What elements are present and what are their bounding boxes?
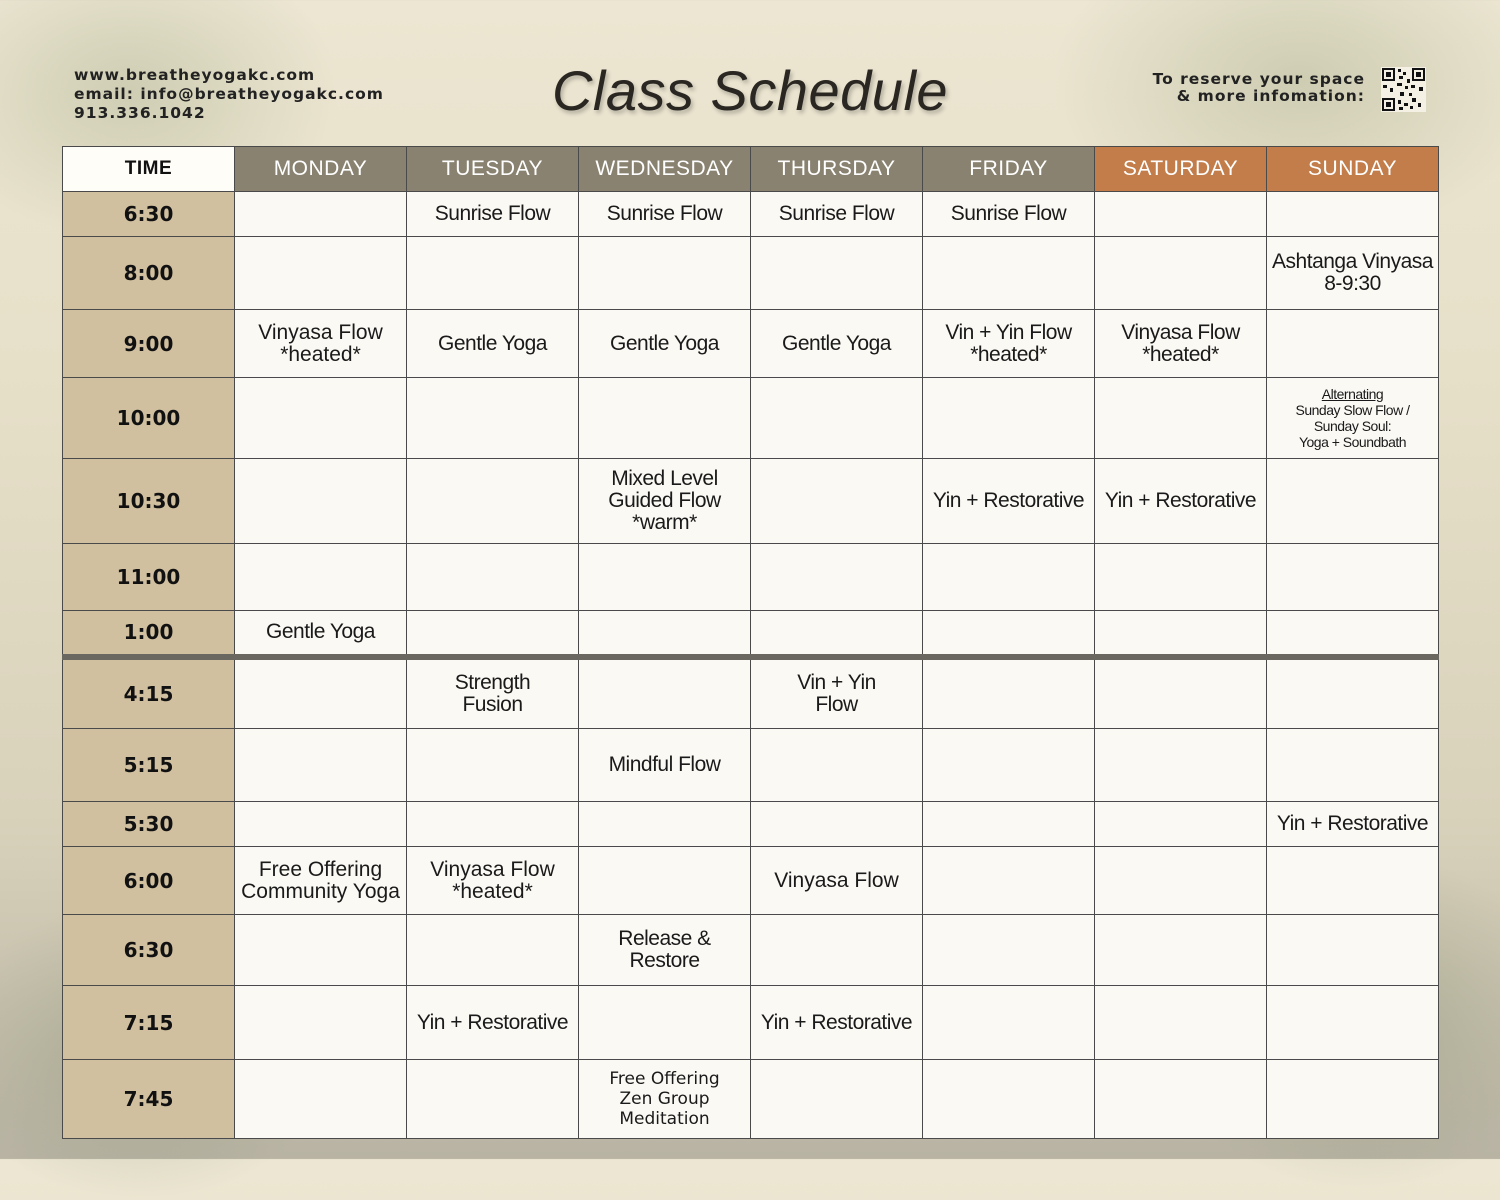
class-cell-tuesday[interactable]	[407, 986, 579, 1060]
class-name: Vinyasa Flow	[430, 857, 555, 881]
schedule-row	[63, 544, 1439, 611]
class-cell-thursday	[751, 544, 923, 611]
class-cell-wednesday	[579, 611, 751, 657]
class-cell-thursday	[751, 378, 923, 459]
class-cell-saturday	[1095, 544, 1267, 611]
class-cell-tuesday[interactable]	[407, 657, 579, 729]
class-name: Sunrise Flow	[434, 202, 551, 225]
class-cell-sunday	[1267, 915, 1439, 986]
class-cell-saturday	[1095, 192, 1267, 237]
class-cell-wednesday[interactable]	[579, 915, 751, 986]
class-cell-friday[interactable]	[923, 310, 1095, 378]
class-cell-monday[interactable]	[235, 847, 407, 915]
class-cell-sunday	[1267, 657, 1439, 729]
time-slot: 11:00	[63, 544, 235, 611]
class-name: Vin + Yin Flow	[945, 320, 1072, 344]
class-name: Vinyasa Flow	[1121, 320, 1240, 344]
class-name: *heated*	[280, 342, 361, 366]
class-cell-thursday	[751, 237, 923, 310]
class-cell-tuesday[interactable]	[407, 310, 579, 378]
class-cell-tuesday	[407, 378, 579, 459]
class-cell-wednesday	[579, 544, 751, 611]
class-name: Vin + Yin	[797, 670, 876, 694]
class-cell-tuesday[interactable]	[407, 847, 579, 915]
class-cell-saturday	[1095, 986, 1267, 1060]
class-cell-friday	[923, 986, 1095, 1060]
class-name: *heated*	[970, 342, 1047, 366]
class-name: 8-9:30	[1324, 272, 1381, 295]
class-cell-monday	[235, 192, 407, 237]
time-slot: 1:00	[63, 611, 235, 657]
time-slot: 7:45	[63, 1060, 235, 1139]
class-cell-sunday[interactable]	[1267, 378, 1439, 459]
class-cell-monday	[235, 544, 407, 611]
class-name: Alternating	[1321, 386, 1384, 402]
class-cell-saturday	[1095, 611, 1267, 657]
class-cell-monday	[235, 986, 407, 1060]
schedule-table	[62, 146, 1439, 1139]
class-cell-wednesday	[579, 986, 751, 1060]
class-cell-friday	[923, 1060, 1095, 1139]
class-cell-wednesday	[579, 378, 751, 459]
phone-number[interactable]: 913.336.1042	[74, 104, 206, 122]
time-slot: 5:15	[63, 729, 235, 802]
class-cell-monday	[235, 237, 407, 310]
class-cell-monday	[235, 1060, 407, 1139]
schedule-row	[63, 729, 1439, 802]
schedule-row	[63, 657, 1439, 729]
class-cell-thursday	[751, 729, 923, 802]
class-name: Gentle Yoga	[266, 620, 375, 644]
class-name: Sunrise Flow	[778, 202, 895, 225]
day-header-monday: MONDAY	[235, 147, 407, 192]
class-cell-friday	[923, 657, 1095, 729]
schedule-row	[63, 192, 1439, 237]
day-header-tuesday: TUESDAY	[407, 147, 579, 192]
class-cell-thursday	[751, 802, 923, 847]
schedule-row	[63, 237, 1439, 310]
class-cell-friday	[923, 802, 1095, 847]
class-name: *heated*	[1142, 342, 1219, 366]
time-slot: 8:00	[63, 237, 235, 310]
class-cell-tuesday	[407, 802, 579, 847]
class-cell-sunday	[1267, 310, 1439, 378]
time-slot: 6:30	[63, 192, 235, 237]
class-cell-friday	[923, 729, 1095, 802]
class-cell-monday[interactable]	[235, 310, 407, 378]
class-cell-sunday	[1267, 192, 1439, 237]
schedule-row	[63, 915, 1439, 986]
class-name: Restore	[629, 949, 700, 972]
class-name: Mindful Flow	[608, 753, 721, 776]
class-name: Gentle Yoga	[782, 331, 891, 355]
class-cell-thursday[interactable]	[751, 847, 923, 915]
class-name: Yin + Restorative	[932, 489, 1085, 512]
time-slot: 6:30	[63, 915, 235, 986]
class-cell-friday	[923, 915, 1095, 986]
class-name: Release &	[618, 927, 711, 950]
class-name: *heated*	[452, 879, 533, 903]
email-link[interactable]: email: info@breatheyogakc.com	[74, 85, 384, 103]
class-name: Flow	[815, 692, 858, 716]
class-cell-wednesday	[579, 847, 751, 915]
class-name: Guided Flow	[608, 489, 721, 512]
class-cell-wednesday[interactable]	[579, 1060, 751, 1139]
class-cell-tuesday	[407, 544, 579, 611]
class-cell-wednesday[interactable]	[579, 729, 751, 802]
qr-code-icon[interactable]	[1381, 67, 1426, 112]
time-slot: 5:30	[63, 802, 235, 847]
class-name: Sunday Slow Flow /	[1295, 402, 1410, 418]
class-cell-saturday	[1095, 729, 1267, 802]
class-name: Zen Group	[619, 1089, 710, 1109]
class-name: Gentle Yoga	[438, 331, 547, 355]
class-cell-monday	[235, 657, 407, 729]
class-cell-monday	[235, 802, 407, 847]
time-slot: 4:15	[63, 657, 235, 729]
class-cell-thursday	[751, 915, 923, 986]
class-cell-tuesday	[407, 611, 579, 657]
time-slot: 7:15	[63, 986, 235, 1060]
class-cell-sunday	[1267, 986, 1439, 1060]
class-cell-sunday[interactable]	[1267, 802, 1439, 847]
class-cell-thursday[interactable]	[751, 192, 923, 237]
class-name: Yin + Restorative	[416, 1010, 569, 1034]
class-cell-sunday	[1267, 847, 1439, 915]
class-cell-sunday	[1267, 1060, 1439, 1139]
class-cell-thursday	[751, 459, 923, 544]
class-name: Meditation	[619, 1109, 710, 1129]
class-cell-saturday	[1095, 657, 1267, 729]
schedule-row	[63, 1060, 1439, 1139]
class-cell-friday	[923, 544, 1095, 611]
class-cell-saturday	[1095, 915, 1267, 986]
class-name: Fusion	[462, 692, 523, 716]
class-cell-monday	[235, 459, 407, 544]
class-cell-tuesday[interactable]	[407, 192, 579, 237]
class-name: Ashtanga Vinyasa	[1272, 250, 1433, 273]
class-cell-thursday[interactable]	[751, 657, 923, 729]
class-name: Sunrise Flow	[606, 202, 723, 225]
class-cell-thursday	[751, 611, 923, 657]
class-cell-tuesday	[407, 237, 579, 310]
class-cell-monday	[235, 729, 407, 802]
class-cell-friday[interactable]	[923, 459, 1095, 544]
class-cell-friday[interactable]	[923, 192, 1095, 237]
class-name: Sunday Soul:	[1313, 418, 1392, 434]
class-name: Yin + Restorative	[1104, 489, 1257, 512]
class-name: Yin + Restorative	[1276, 812, 1429, 835]
class-cell-saturday	[1095, 847, 1267, 915]
class-cell-saturday	[1095, 802, 1267, 847]
class-cell-tuesday	[407, 1060, 579, 1139]
contact-info	[74, 66, 384, 123]
class-cell-wednesday[interactable]	[579, 459, 751, 544]
class-cell-wednesday	[579, 657, 751, 729]
class-name: Mixed Level	[611, 467, 718, 490]
day-header-sunday: SUNDAY	[1267, 147, 1439, 192]
class-cell-sunday	[1267, 729, 1439, 802]
class-cell-sunday	[1267, 544, 1439, 611]
class-name: Vinyasa Flow	[774, 868, 899, 892]
page-title: Class Schedule	[551, 59, 949, 122]
class-cell-saturday	[1095, 237, 1267, 310]
time-slot: 10:00	[63, 378, 235, 459]
class-name: Free Offering	[258, 857, 383, 881]
time-slot: 9:00	[63, 310, 235, 378]
class-cell-wednesday	[579, 802, 751, 847]
reserve-line-1: To reserve your space	[1152, 70, 1365, 88]
class-cell-monday	[235, 378, 407, 459]
schedule-row	[63, 611, 1439, 657]
class-cell-tuesday	[407, 915, 579, 986]
class-cell-saturday[interactable]	[1095, 459, 1267, 544]
class-cell-tuesday	[407, 459, 579, 544]
class-cell-friday	[923, 611, 1095, 657]
class-cell-saturday[interactable]	[1095, 310, 1267, 378]
class-name: Yoga + Soundbath	[1298, 434, 1407, 450]
class-name: Free Offering	[609, 1069, 720, 1089]
class-cell-wednesday	[579, 237, 751, 310]
day-header-wednesday: WEDNESDAY	[579, 147, 751, 192]
class-cell-monday[interactable]	[235, 611, 407, 657]
class-cell-sunday[interactable]	[1267, 237, 1439, 310]
class-cell-friday	[923, 847, 1095, 915]
day-header-saturday: SATURDAY	[1095, 147, 1267, 192]
class-name: Community Yoga	[241, 879, 400, 903]
class-cell-saturday	[1095, 1060, 1267, 1139]
schedule-row	[63, 378, 1439, 459]
class-cell-tuesday	[407, 729, 579, 802]
class-cell-sunday	[1267, 611, 1439, 657]
schedule-row	[63, 986, 1439, 1060]
class-name: *warm*	[632, 511, 697, 534]
class-cell-wednesday[interactable]	[579, 310, 751, 378]
time-header: TIME	[63, 147, 235, 192]
class-name: Yin + Restorative	[760, 1010, 913, 1034]
schedule-row	[63, 310, 1439, 378]
class-cell-friday	[923, 237, 1095, 310]
class-cell-friday	[923, 378, 1095, 459]
website-link[interactable]: www.breatheyogakc.com	[74, 66, 316, 84]
schedule-row	[63, 802, 1439, 847]
class-cell-wednesday[interactable]	[579, 192, 751, 237]
class-name: Sunrise Flow	[950, 202, 1067, 225]
schedule-row	[63, 459, 1439, 544]
class-name: Gentle Yoga	[610, 331, 719, 355]
day-header-friday: FRIDAY	[923, 147, 1095, 192]
class-name: Vinyasa Flow	[258, 320, 383, 344]
time-slot: 6:00	[63, 847, 235, 915]
class-cell-saturday	[1095, 378, 1267, 459]
class-cell-sunday	[1267, 459, 1439, 544]
reserve-note	[1140, 71, 1365, 105]
class-cell-thursday	[751, 1060, 923, 1139]
header-row	[63, 147, 1439, 192]
schedule-row	[63, 847, 1439, 915]
time-slot: 10:30	[63, 459, 235, 544]
class-cell-thursday[interactable]	[751, 986, 923, 1060]
reserve-line-2: & more infomation:	[1176, 87, 1365, 105]
class-name: Strength	[454, 670, 531, 694]
class-cell-thursday[interactable]	[751, 310, 923, 378]
day-header-thursday: THURSDAY	[751, 147, 923, 192]
class-cell-monday	[235, 915, 407, 986]
